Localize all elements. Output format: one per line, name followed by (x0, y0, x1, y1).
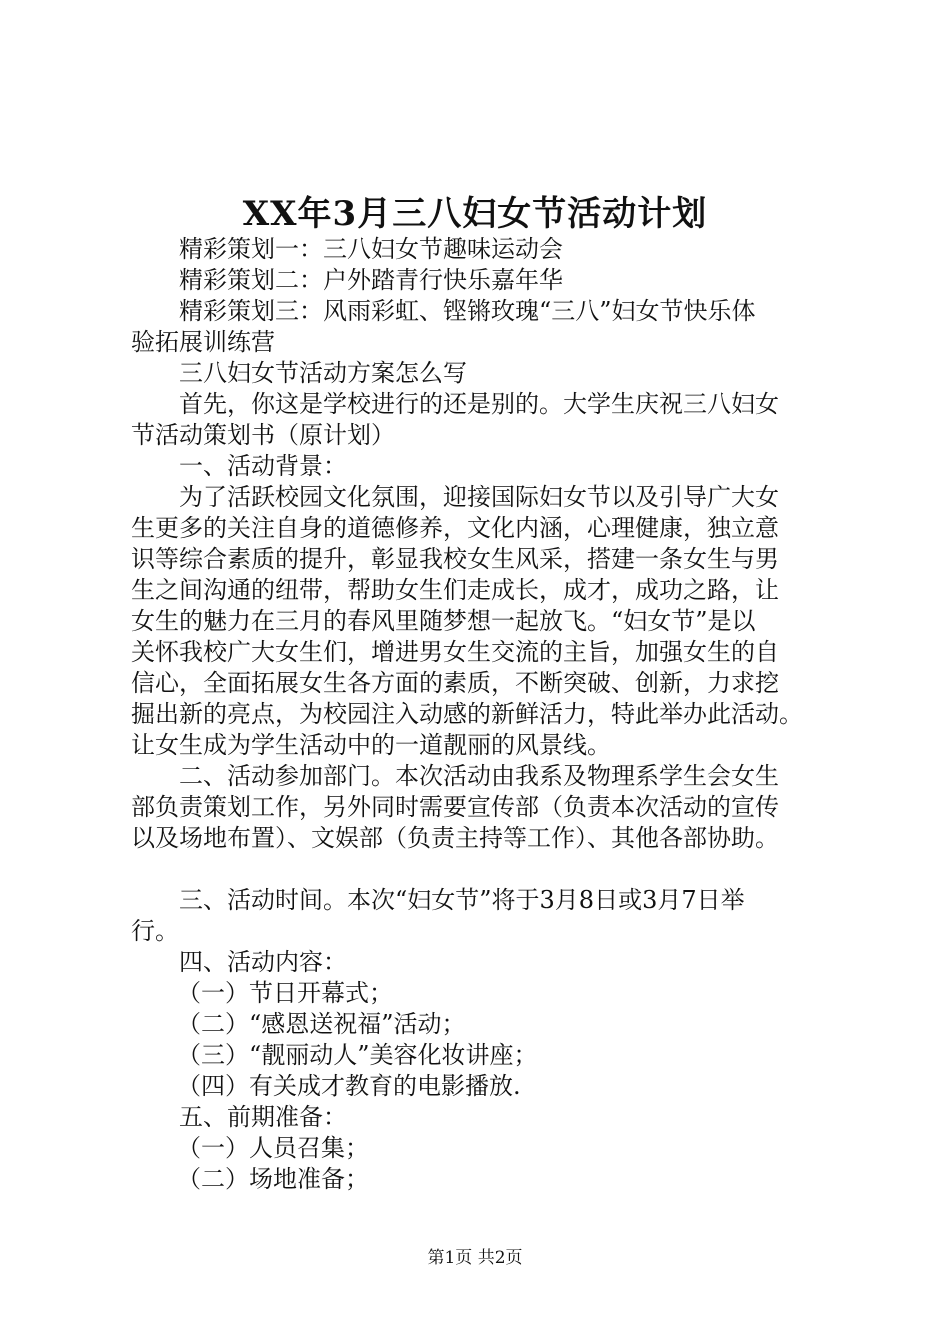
page-footer: 第1页 共2页 (427, 1248, 523, 1268)
paragraph: 精彩策划三：风雨彩虹、铿锵玫瑰“三八”妇女节快乐体 (179, 297, 756, 325)
paragraph: 精彩策划一：三八妇女节趣味运动会 (179, 235, 563, 263)
paragraph: 三、活动时间。本次“妇女节”将于3月8日或3月7日举 (179, 886, 745, 914)
paragraph: 三八妇女节活动方案怎么写 (179, 359, 467, 387)
paragraph-continuation: 信心，全面拓展女生各方面的素质，不断突破、创新，力求挖 (131, 669, 779, 697)
list-item: （二）场地准备； (177, 1165, 369, 1193)
list-item: （二）“感恩送祝福”活动； (177, 1010, 466, 1038)
paragraph-continuation: 部负责策划工作，另外同时需要宣传部（负责本次活动的宣传 (131, 793, 779, 821)
paragraph-continuation: 以及场地布置）、文娱部（负责主持等工作）、其他各部协助。 (131, 824, 779, 852)
document-body (131, 234, 851, 1195)
paragraph-continuation: 关怀我校广大女生们，增进男女生交流的主旨，加强女生的自 (131, 638, 779, 666)
list-item: （一）节日开幕式； (177, 979, 393, 1007)
paragraph-continuation: 生之间沟通的纽带，帮助女生们走成长，成才，成功之路，让 (131, 576, 779, 604)
list-item: （四）有关成才教育的电影播放. (177, 1072, 521, 1100)
list-item: （三）“靓丽动人”美容化妆讲座； (177, 1041, 538, 1069)
section-heading: 五、前期准备： (179, 1103, 347, 1131)
section-heading: 四、活动内容： (179, 948, 347, 976)
paragraph-continuation: 识等综合素质的提升，彰显我校女生风采，搭建一条女生与男 (131, 545, 779, 573)
paragraph-continuation: 让女生成为学生活动中的一道靓丽的风景线。 (131, 731, 611, 759)
paragraph: 为了活跃校园文化氛围，迎接国际妇女节以及引导广大女 (179, 483, 779, 511)
document-title: XX年3月三八妇女节活动计划 (242, 194, 708, 234)
paragraph: 首先，你这是学校进行的还是别的。大学生庆祝三八妇女 (179, 390, 779, 418)
section-heading: 一、活动背景： (179, 452, 347, 480)
paragraph-continuation: 生更多的关注自身的道德修养，文化内涵，心理健康，独立意 (131, 514, 779, 542)
paragraph: 二、活动参加部门。本次活动由我系及物理系学生会女生 (179, 762, 779, 790)
paragraph-continuation: 验拓展训练营 (131, 328, 275, 356)
list-item: （一）人员召集； (177, 1134, 369, 1162)
paragraph: 精彩策划二：户外踏青行快乐嘉年华 (179, 266, 563, 294)
paragraph-continuation: 行。 (131, 917, 179, 945)
paragraph-continuation: 节活动策划书（原计划） (131, 421, 395, 449)
paragraph-continuation: 女生的魅力在三月的春风里随梦想一起放飞。“妇女节”是以 (131, 607, 756, 635)
blank-line (131, 854, 851, 885)
paragraph-continuation: 掘出新的亮点，为校园注入动感的新鲜活力，特此举办此活动。 (131, 700, 803, 728)
